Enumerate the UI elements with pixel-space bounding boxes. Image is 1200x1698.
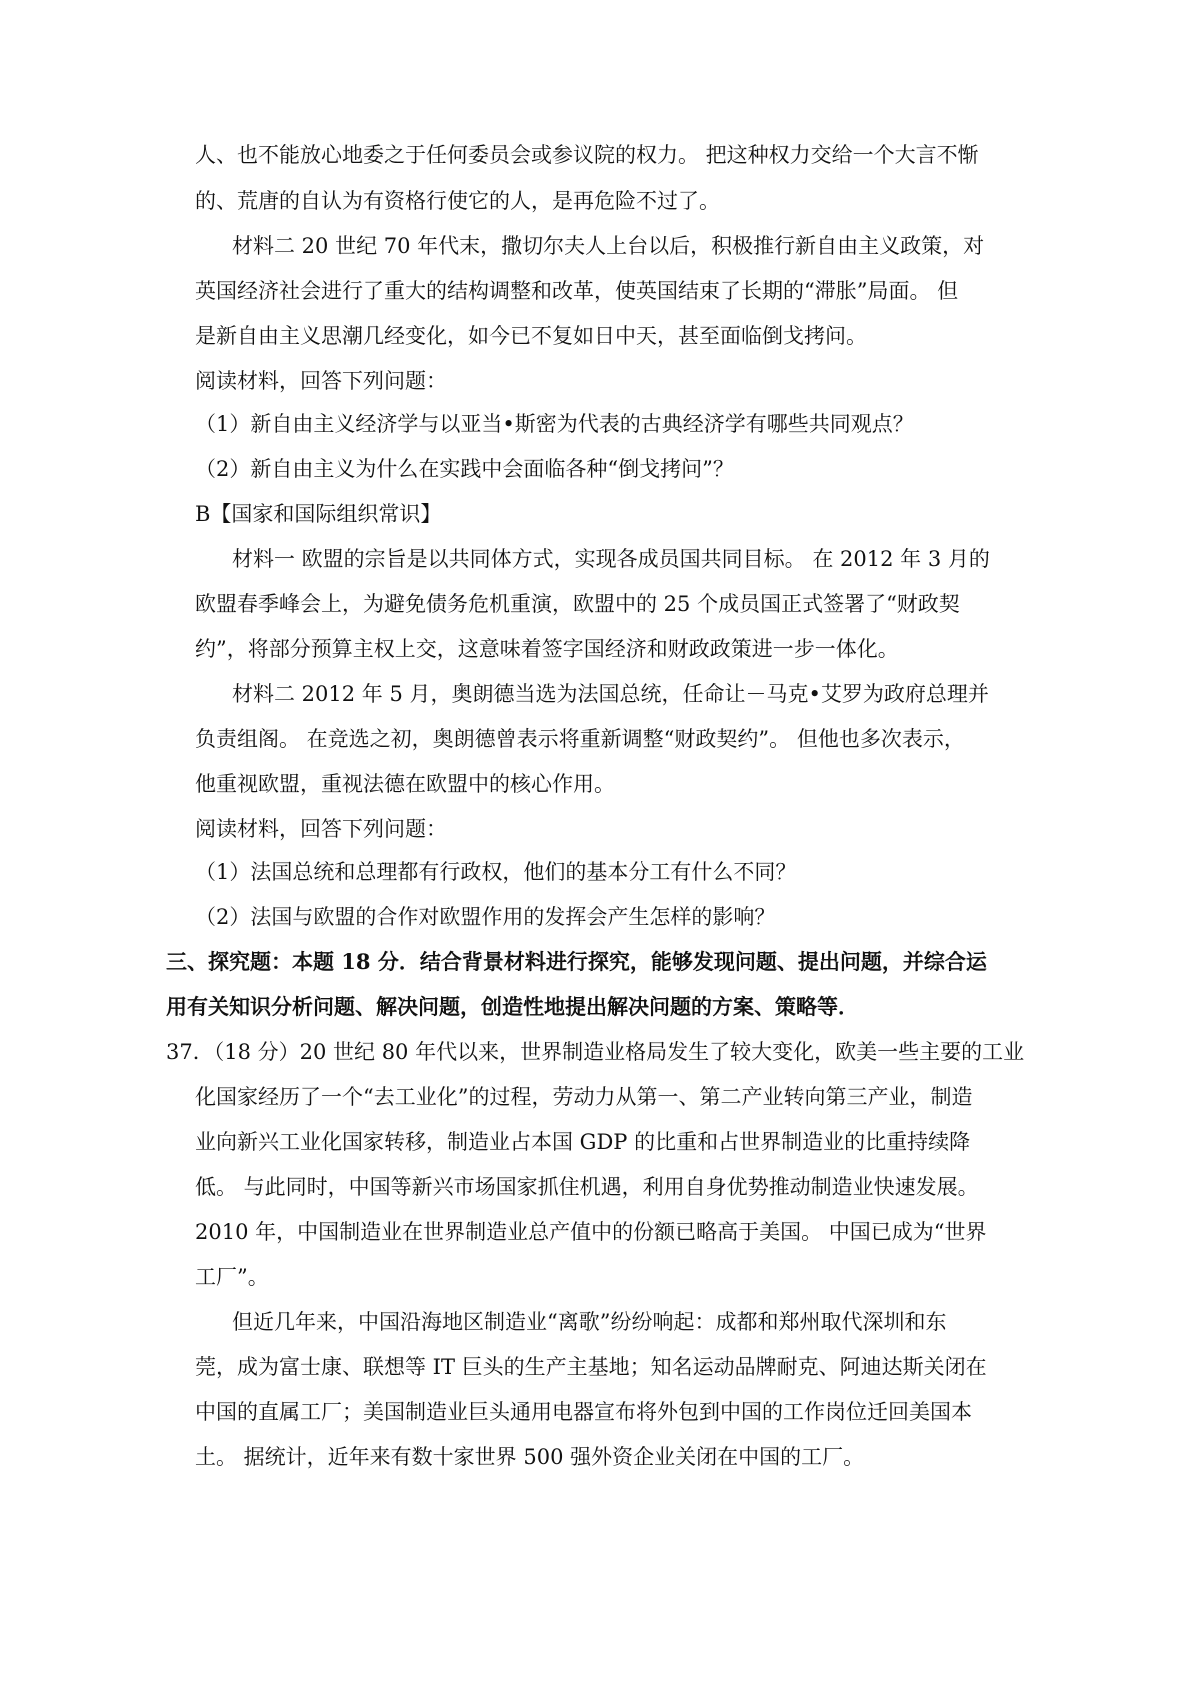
- text-line: 但近几年来，中国沿海地区制造业“离歌”纷纷响起：成都和郑州取代深圳和东: [232, 1310, 947, 1334]
- section-heading: B【国家和国际组织常识】: [195, 502, 442, 526]
- text-line: 的、荒唐的自认为有资格行使它的人，是再危险不过了。: [195, 189, 720, 213]
- question-line: 37．（18 分）20 世纪 80 年代以来，世界制造业格局发生了较大变化，欧美一些主要的工业: [166, 1040, 1025, 1064]
- text-line: 工厂”。: [195, 1265, 269, 1289]
- text-line: 材料二 20 世纪 70 年代末，撒切尔夫人上台以后，积极推行新自由主义政策，对: [232, 234, 985, 258]
- text-line: （1）新自由主义经济学与以亚当•斯密为代表的古典经济学有哪些共同观点？: [195, 412, 914, 436]
- text-line: 他重视欧盟，重视法德在欧盟中的核心作用。: [195, 772, 615, 796]
- text-line: 英国经济社会进行了重大的结构调整和改革，使英国结束了长期的“滞胀”局面。 但: [195, 279, 959, 303]
- text-line: 化国家经历了一个“去工业化”的过程，劳动力从第一、第二产业转向第三产业，制造: [195, 1085, 973, 1109]
- text-line: 人、也不能放心地委之于任何委员会或参议院的权力。 把这种权力交给一个大言不惭: [195, 143, 979, 167]
- text-line: （2）法国与欧盟的合作对欧盟作用的发挥会产生怎样的影响？: [195, 905, 776, 929]
- text-line: 负责组阁。 在竞选之初，奥朗德曾表示将重新调整“财政契约”。 但他也多次表示，: [195, 727, 965, 751]
- text-line: 阅读材料，回答下列问题：: [195, 817, 447, 841]
- section-heading: 用有关知识分析问题、解决问题，创造性地提出解决问题的方案、策略等．: [166, 994, 859, 1019]
- text-line: 欧盟春季峰会上，为避免债务危机重演，欧盟中的 25 个成员国正式签署了“财政契: [195, 592, 960, 616]
- text-line: 材料二 2012 年 5 月，奥朗德当选为法国总统，任命让－马克•艾罗为政府总理并: [232, 682, 989, 706]
- text-line: 阅读材料，回答下列问题：: [195, 369, 447, 393]
- text-line: 是新自由主义思潮几经变化，如今已不复如日中天，甚至面临倒戈拷问。: [195, 324, 867, 348]
- text-line: （1）法国总统和总理都有行政权，他们的基本分工有什么不同？: [195, 860, 797, 884]
- section-heading: 三、探究题：本题 18 分．结合背景材料进行探究，能够发现问题、提出问题，并综合运: [166, 949, 987, 974]
- text-line: （2）新自由主义为什么在实践中会面临各种“倒戈拷问”？: [195, 457, 734, 481]
- text-line: 约”，将部分预算主权上交，这意味着签字国经济和财政政策进一步一体化。: [195, 637, 899, 661]
- text-line: 莞，成为富士康、联想等 IT 巨头的生产主基地；知名运动品牌耐克、阿迪达斯关闭在: [195, 1355, 987, 1379]
- text-line: 业向新兴工业化国家转移，制造业占本国 GDP 的比重和占世界制造业的比重持续降: [195, 1130, 971, 1154]
- text-line: 低。 与此同时，中国等新兴市场国家抓住机遇，利用自身优势推动制造业快速发展。: [195, 1175, 979, 1199]
- text-line: 材料一 欧盟的宗旨是以共同体方式，实现各成员国共同目标。 在 2012 年 3 月的: [232, 547, 990, 571]
- text-line: 中国的直属工厂；美国制造业巨头通用电器宣布将外包到中国的工作岗位迁回美国本: [195, 1400, 972, 1424]
- text-line: 2010 年，中国制造业在世界制造业总产值中的份额已略高于美国。 中国已成为“世界: [195, 1220, 987, 1244]
- text-line: 土。 据统计，近年来有数十家世界 500 强外资企业关闭在中国的工厂。: [195, 1445, 865, 1469]
